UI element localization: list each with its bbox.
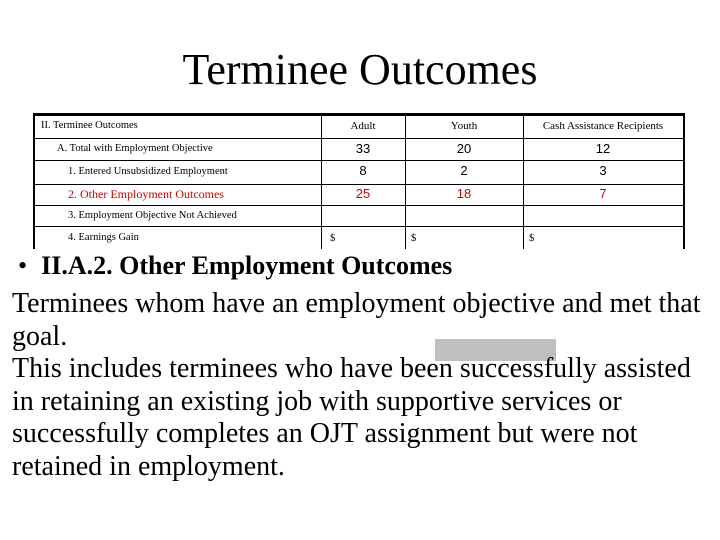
row-divider xyxy=(35,184,683,185)
cell-value: 12 xyxy=(595,141,611,156)
row-divider xyxy=(35,226,683,227)
bullet-heading-text: II.A.2. Other Employment Outcomes xyxy=(41,251,453,280)
cell-value: 2 xyxy=(460,163,468,178)
column-header-adult: Adult xyxy=(350,120,376,132)
row-label: 3. Employment Objective Not Achieved xyxy=(68,210,237,221)
paragraph: This includes terminees who have been successfully assisted in retaining an existing job with supportive services or successfully completes an OJT assignment but were not retained in employment. xyxy=(12,353,691,482)
cell-value-highlighted: 18 xyxy=(456,186,472,201)
cell-value: $ xyxy=(330,233,336,244)
cell-value: 33 xyxy=(355,141,371,156)
cell-value: $ xyxy=(529,233,535,244)
table-top-border xyxy=(33,113,685,116)
column-header-youth: Youth xyxy=(450,120,478,132)
outcomes-table xyxy=(33,113,685,249)
table-right-border xyxy=(683,113,685,249)
cell-value: 20 xyxy=(456,141,472,156)
cell-value: 8 xyxy=(359,163,367,178)
column-divider xyxy=(321,116,322,249)
table-left-border xyxy=(33,113,35,249)
cell-value-highlighted: 25 xyxy=(355,186,371,201)
paragraph: Terminees whom have an employment objective and met that goal. xyxy=(12,288,701,352)
row-divider xyxy=(35,205,683,206)
row-label: A. Total with Employment Objective xyxy=(57,143,213,154)
column-divider xyxy=(405,116,406,249)
row-label: 1. Entered Unsubsidized Employment xyxy=(68,166,228,177)
slide-title: Terminee Outcomes xyxy=(182,45,538,94)
row-divider xyxy=(35,138,683,139)
row-label-highlighted: 2. Other Employment Outcomes xyxy=(68,187,224,201)
bullet-heading xyxy=(18,250,452,282)
cell-value-highlighted: 7 xyxy=(599,186,607,201)
column-divider xyxy=(523,116,524,249)
table-section-label: II. Terminee Outcomes xyxy=(41,120,138,131)
column-header-cash-assistance: Cash Assistance Recipients xyxy=(542,120,664,132)
cell-value: $ xyxy=(411,233,417,244)
bullet-icon: • xyxy=(18,251,28,280)
row-label: 4. Earnings Gain xyxy=(68,232,139,243)
cell-value: 3 xyxy=(599,163,607,178)
body-text xyxy=(12,288,712,483)
row-divider xyxy=(35,160,683,161)
